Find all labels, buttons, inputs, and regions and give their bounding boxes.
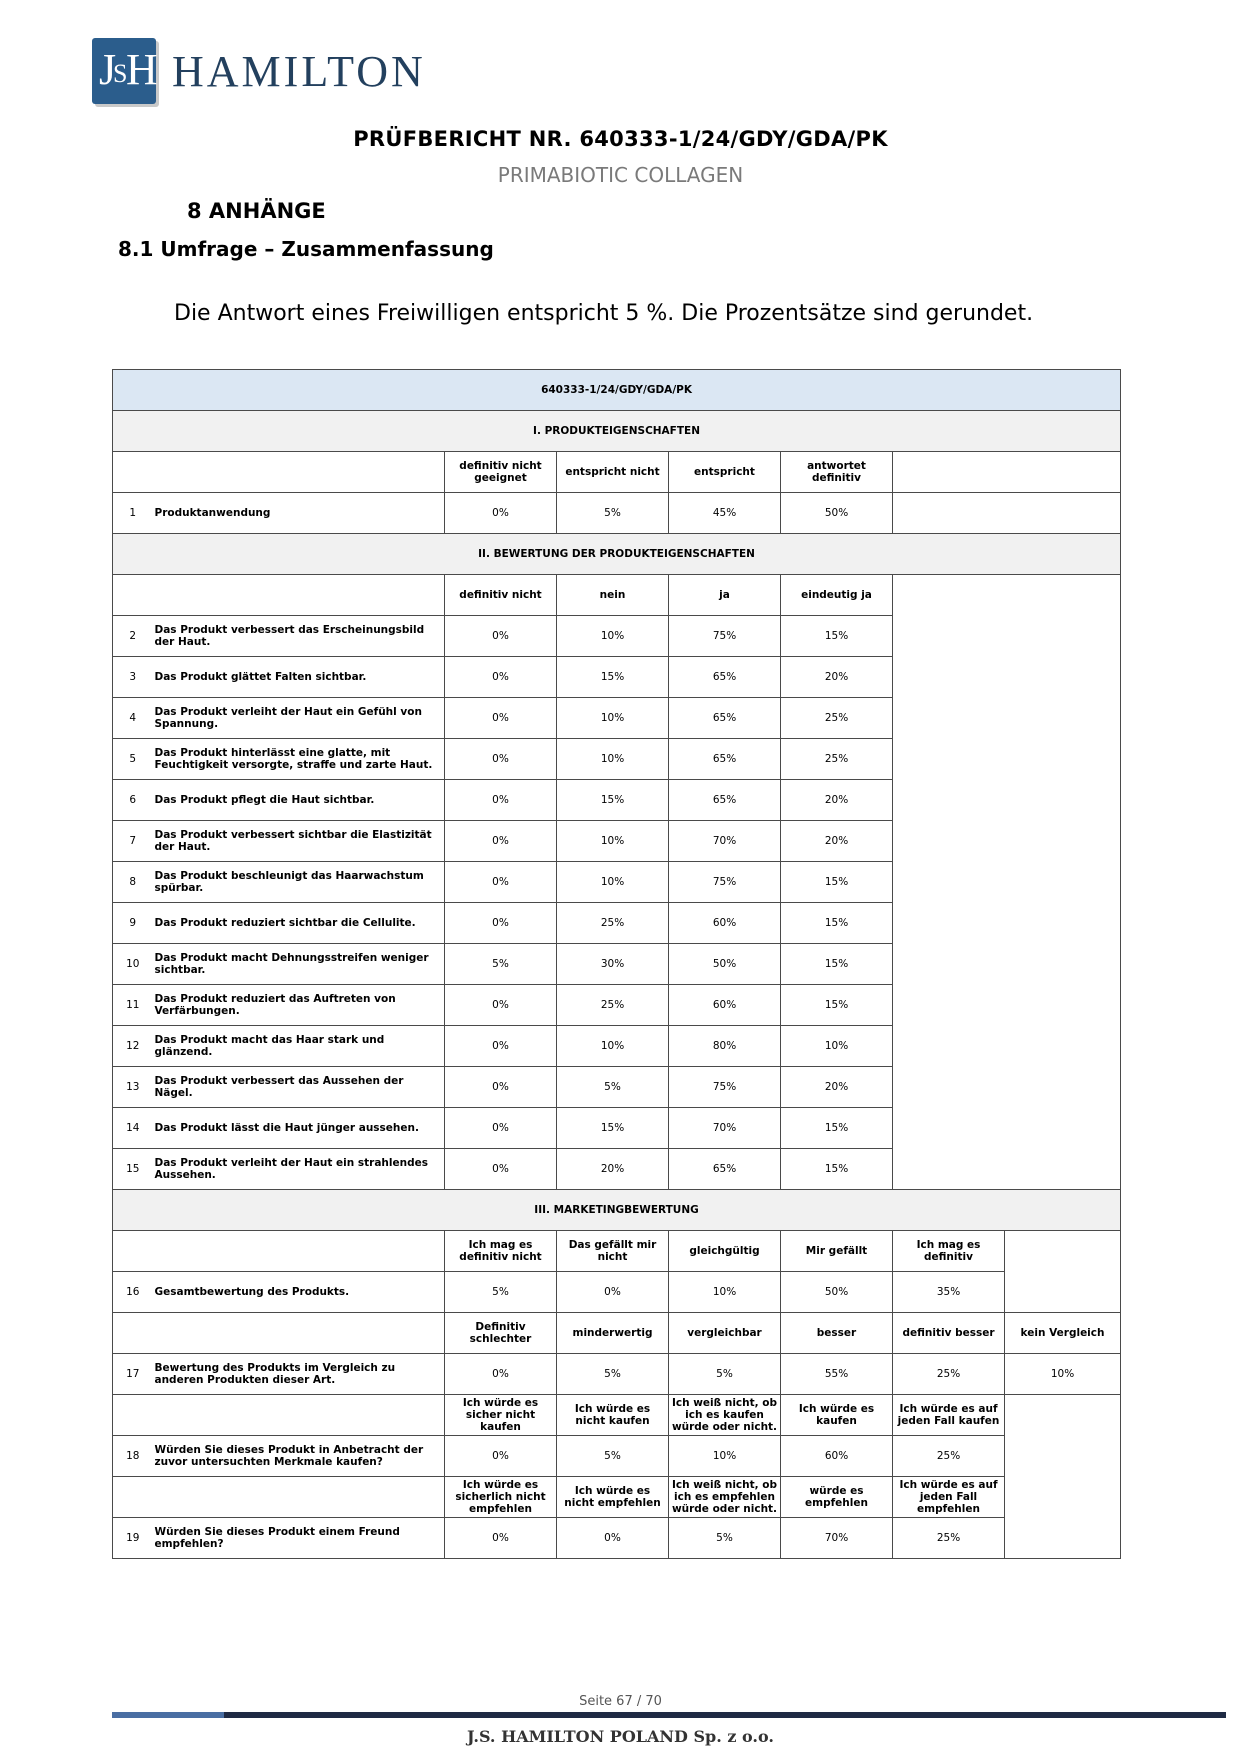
question-text: Das Produkt beschleunigt das Haarwachstum spürbar. xyxy=(153,862,445,903)
blank-cell xyxy=(893,493,1121,534)
question-text: Produktanwendung xyxy=(153,493,445,534)
column-header: Definitiv schlechter xyxy=(445,1313,557,1354)
column-header: Ich würde es nicht empfehlen xyxy=(557,1477,669,1518)
section-heading: 8 ANHÄNGE xyxy=(187,199,326,223)
percent-cell: 15% xyxy=(781,1108,893,1149)
percent-cell: 15% xyxy=(781,903,893,944)
row-number: 7 xyxy=(113,821,153,862)
percent-cell: 25% xyxy=(893,1354,1005,1395)
percent-cell: 0% xyxy=(445,862,557,903)
row-number: 16 xyxy=(113,1272,153,1313)
percent-cell: 25% xyxy=(781,739,893,780)
percent-cell: 30% xyxy=(557,944,669,985)
percent-cell: 20% xyxy=(781,821,893,862)
table-row xyxy=(113,534,1121,575)
percent-cell: 0% xyxy=(445,1067,557,1108)
column-header: Ich mag es definitiv xyxy=(893,1231,1005,1272)
percent-cell: 65% xyxy=(669,739,781,780)
percent-cell: 5% xyxy=(669,1518,781,1559)
question-text: Würden Sie dieses Produkt in Anbetracht der zuvor untersuchten Merkmale kaufen? xyxy=(153,1436,445,1477)
percent-cell: 15% xyxy=(557,780,669,821)
percent-cell: 65% xyxy=(669,780,781,821)
question-text: Das Produkt pflegt die Haut sichtbar. xyxy=(153,780,445,821)
percent-cell: 0% xyxy=(445,1149,557,1190)
column-header: entspricht nicht xyxy=(557,452,669,493)
footer-divider-accent xyxy=(112,1712,224,1718)
question-text: Das Produkt verleiht der Haut ein strahlendes Aussehen. xyxy=(153,1149,445,1190)
percent-cell: 70% xyxy=(669,1108,781,1149)
table-row xyxy=(113,1231,1121,1272)
column-header: Ich mag es definitiv nicht xyxy=(445,1231,557,1272)
percent-cell: 10% xyxy=(781,1026,893,1067)
percent-cell: 0% xyxy=(557,1272,669,1313)
percent-cell: 25% xyxy=(893,1518,1005,1559)
percent-cell: 5% xyxy=(669,1354,781,1395)
column-header: eindeutig ja xyxy=(781,575,893,616)
table-row xyxy=(113,493,1121,534)
percent-cell: 10% xyxy=(1005,1354,1121,1395)
percent-cell: 80% xyxy=(669,1026,781,1067)
column-header: würde es empfehlen xyxy=(781,1477,893,1518)
question-text: Das Produkt glättet Falten sichtbar. xyxy=(153,657,445,698)
percent-cell: 25% xyxy=(781,698,893,739)
subsection-heading: 8.1 Umfrage – Zusammenfassung xyxy=(118,237,494,261)
percent-cell: 0% xyxy=(445,657,557,698)
column-header: Ich würde es nicht kaufen xyxy=(557,1395,669,1436)
question-text: Das Produkt reduziert sichtbar die Cellulite. xyxy=(153,903,445,944)
percent-cell: 70% xyxy=(781,1518,893,1559)
header-blank xyxy=(113,1313,445,1354)
column-header: Ich würde es sicher nicht kaufen xyxy=(445,1395,557,1436)
column-header: nein xyxy=(557,575,669,616)
percent-cell: 0% xyxy=(445,1354,557,1395)
row-number: 6 xyxy=(113,780,153,821)
percent-cell: 5% xyxy=(557,1354,669,1395)
percent-cell: 5% xyxy=(557,1436,669,1477)
percent-cell: 0% xyxy=(445,1026,557,1067)
percent-cell: 0% xyxy=(445,1518,557,1559)
column-header: kein Vergleich xyxy=(1005,1313,1121,1354)
percent-cell: 75% xyxy=(669,862,781,903)
percent-cell: 10% xyxy=(669,1436,781,1477)
percent-cell: 50% xyxy=(781,493,893,534)
percent-cell: 10% xyxy=(557,1026,669,1067)
percent-cell: 15% xyxy=(557,657,669,698)
row-number: 15 xyxy=(113,1149,153,1190)
percent-cell: 10% xyxy=(557,616,669,657)
percent-cell: 10% xyxy=(557,698,669,739)
percent-cell: 10% xyxy=(557,862,669,903)
question-text: Das Produkt reduziert das Auftreten von Verfärbungen. xyxy=(153,985,445,1026)
percent-cell: 10% xyxy=(557,821,669,862)
row-number: 13 xyxy=(113,1067,153,1108)
table-row xyxy=(113,1190,1121,1231)
logo-letter: J xyxy=(99,45,117,94)
percent-cell: 0% xyxy=(445,903,557,944)
percent-cell: 75% xyxy=(669,616,781,657)
question-text: Das Produkt verbessert sichtbar die Elastizität der Haut. xyxy=(153,821,445,862)
row-number: 11 xyxy=(113,985,153,1026)
intro-text: Die Antwort eines Freiwilligen entspricht 5 %. Die Prozentsätze sind gerundet. xyxy=(174,301,1034,326)
percent-cell: 0% xyxy=(557,1518,669,1559)
percent-cell: 65% xyxy=(669,698,781,739)
row-number: 19 xyxy=(113,1518,153,1559)
column-header: Mir gefällt xyxy=(781,1231,893,1272)
percent-cell: 0% xyxy=(445,780,557,821)
section-title: III. MARKETINGBEWERTUNG xyxy=(113,1190,1121,1231)
logo-letter: H xyxy=(126,45,158,94)
percent-cell: 15% xyxy=(781,985,893,1026)
question-text: Bewertung des Produkts im Vergleich zu anderen Produkten dieser Art. xyxy=(153,1354,445,1395)
row-number: 14 xyxy=(113,1108,153,1149)
percent-cell: 65% xyxy=(669,1149,781,1190)
percent-cell: 0% xyxy=(445,1108,557,1149)
table-row xyxy=(113,1436,1121,1477)
percent-cell: 15% xyxy=(781,862,893,903)
percent-cell: 45% xyxy=(669,493,781,534)
header-blank xyxy=(113,1395,445,1436)
header-blank xyxy=(113,1477,445,1518)
question-text: Das Produkt verleiht der Haut ein Gefühl von Spannung. xyxy=(153,698,445,739)
question-text: Das Produkt lässt die Haut jünger aussehen. xyxy=(153,1108,445,1149)
blank-cell xyxy=(893,452,1121,493)
percent-cell: 0% xyxy=(445,739,557,780)
table-row xyxy=(113,452,1121,493)
percent-cell: 20% xyxy=(781,657,893,698)
column-header: definitiv nicht xyxy=(445,575,557,616)
column-header: definitiv nicht geeignet xyxy=(445,452,557,493)
percent-cell: 25% xyxy=(557,985,669,1026)
percent-cell: 20% xyxy=(781,780,893,821)
percent-cell: 55% xyxy=(781,1354,893,1395)
table-row xyxy=(113,1518,1121,1559)
column-header: Ich würde es sicherlich nicht empfehlen xyxy=(445,1477,557,1518)
percent-cell: 15% xyxy=(557,1108,669,1149)
percent-cell: 20% xyxy=(557,1149,669,1190)
question-text: Das Produkt verbessert das Erscheinungsbild der Haut. xyxy=(153,616,445,657)
row-number: 18 xyxy=(113,1436,153,1477)
logo-mark xyxy=(92,38,156,104)
percent-cell: 35% xyxy=(893,1272,1005,1313)
column-header: minderwertig xyxy=(557,1313,669,1354)
question-text: Gesamtbewertung des Produkts. xyxy=(153,1272,445,1313)
table-title: 640333-1/24/GDY/GDA/PK xyxy=(113,370,1121,411)
report-title: PRÜFBERICHT NR. 640333-1/24/GDY/GDA/PK xyxy=(353,127,888,151)
row-number: 2 xyxy=(113,616,153,657)
column-header: Ich weiß nicht, ob ich es kaufen würde oder nicht. xyxy=(669,1395,781,1436)
column-header: antwortet definitiv xyxy=(781,452,893,493)
percent-cell: 0% xyxy=(445,616,557,657)
table-row xyxy=(113,370,1121,411)
percent-cell: 65% xyxy=(669,657,781,698)
column-header: ja xyxy=(669,575,781,616)
percent-cell: 5% xyxy=(445,1272,557,1313)
percent-cell: 60% xyxy=(781,1436,893,1477)
percent-cell: 50% xyxy=(669,944,781,985)
row-number: 10 xyxy=(113,944,153,985)
survey-table xyxy=(112,369,1121,1559)
column-header: Ich würde es auf jeden Fall kaufen xyxy=(893,1395,1005,1436)
percent-cell: 75% xyxy=(669,1067,781,1108)
question-text: Das Produkt hinterlässt eine glatte, mit Feuchtigkeit versorgte, straffe und zarte Haut. xyxy=(153,739,445,780)
blank-cell xyxy=(1005,1395,1121,1559)
percent-cell: 0% xyxy=(445,493,557,534)
percent-cell: 0% xyxy=(445,1436,557,1477)
page-number: Seite 67 / 70 xyxy=(579,1694,662,1709)
percent-cell: 60% xyxy=(669,903,781,944)
percent-cell: 10% xyxy=(557,739,669,780)
percent-cell: 5% xyxy=(557,1067,669,1108)
percent-cell: 25% xyxy=(557,903,669,944)
row-number: 3 xyxy=(113,657,153,698)
percent-cell: 0% xyxy=(445,821,557,862)
percent-cell: 15% xyxy=(781,616,893,657)
question-text: Würden Sie dieses Produkt einem Freund empfehlen? xyxy=(153,1518,445,1559)
footer-company: J.S. HAMILTON POLAND Sp. z o.o. xyxy=(467,1727,774,1746)
column-header: vergleichbar xyxy=(669,1313,781,1354)
row-number: 5 xyxy=(113,739,153,780)
table-row xyxy=(113,1313,1121,1354)
footer-divider xyxy=(112,1712,1226,1718)
column-header: gleichgültig xyxy=(669,1231,781,1272)
header-blank xyxy=(113,452,445,493)
logo-wordmark: HAMILTON xyxy=(172,46,426,96)
row-number: 1 xyxy=(113,493,153,534)
column-header: definitiv besser xyxy=(893,1313,1005,1354)
percent-cell: 15% xyxy=(781,944,893,985)
table-row xyxy=(113,411,1121,452)
percent-cell: 10% xyxy=(669,1272,781,1313)
row-number: 12 xyxy=(113,1026,153,1067)
column-header: Ich würde es kaufen xyxy=(781,1395,893,1436)
table-row xyxy=(113,1477,1121,1518)
table-row xyxy=(113,1272,1121,1313)
question-text: Das Produkt verbessert das Aussehen der Nägel. xyxy=(153,1067,445,1108)
percent-cell: 20% xyxy=(781,1067,893,1108)
percent-cell: 50% xyxy=(781,1272,893,1313)
report-subtitle: PRIMABIOTIC COLLAGEN xyxy=(497,163,744,187)
logo-letter: S xyxy=(113,59,128,88)
column-header: Ich würde es auf jeden Fall empfehlen xyxy=(893,1477,1005,1518)
percent-cell: 0% xyxy=(445,698,557,739)
company-logo xyxy=(92,38,426,104)
percent-cell: 25% xyxy=(893,1436,1005,1477)
row-number: 4 xyxy=(113,698,153,739)
percent-cell: 15% xyxy=(781,1149,893,1190)
column-header: Das gefällt mir nicht xyxy=(557,1231,669,1272)
section-title: I. PRODUKTEIGENSCHAFTEN xyxy=(113,411,1121,452)
blank-cell xyxy=(1005,1231,1121,1313)
table-row xyxy=(113,1395,1121,1436)
row-number: 8 xyxy=(113,862,153,903)
row-number: 17 xyxy=(113,1354,153,1395)
blank-cell xyxy=(893,575,1121,1190)
header-blank xyxy=(113,1231,445,1272)
percent-cell: 0% xyxy=(445,985,557,1026)
percent-cell: 60% xyxy=(669,985,781,1026)
table-row xyxy=(113,1354,1121,1395)
question-text: Das Produkt macht Dehnungsstreifen weniger sichtbar. xyxy=(153,944,445,985)
column-header: Ich weiß nicht, ob ich es empfehlen würde oder nicht. xyxy=(669,1477,781,1518)
row-number: 9 xyxy=(113,903,153,944)
header-blank xyxy=(113,575,445,616)
percent-cell: 70% xyxy=(669,821,781,862)
percent-cell: 5% xyxy=(557,493,669,534)
percent-cell: 5% xyxy=(445,944,557,985)
question-text: Das Produkt macht das Haar stark und glänzend. xyxy=(153,1026,445,1067)
section-title: II. BEWERTUNG DER PRODUKTEIGENSCHAFTEN xyxy=(113,534,1121,575)
table-row xyxy=(113,575,1121,616)
column-header: entspricht xyxy=(669,452,781,493)
column-header: besser xyxy=(781,1313,893,1354)
